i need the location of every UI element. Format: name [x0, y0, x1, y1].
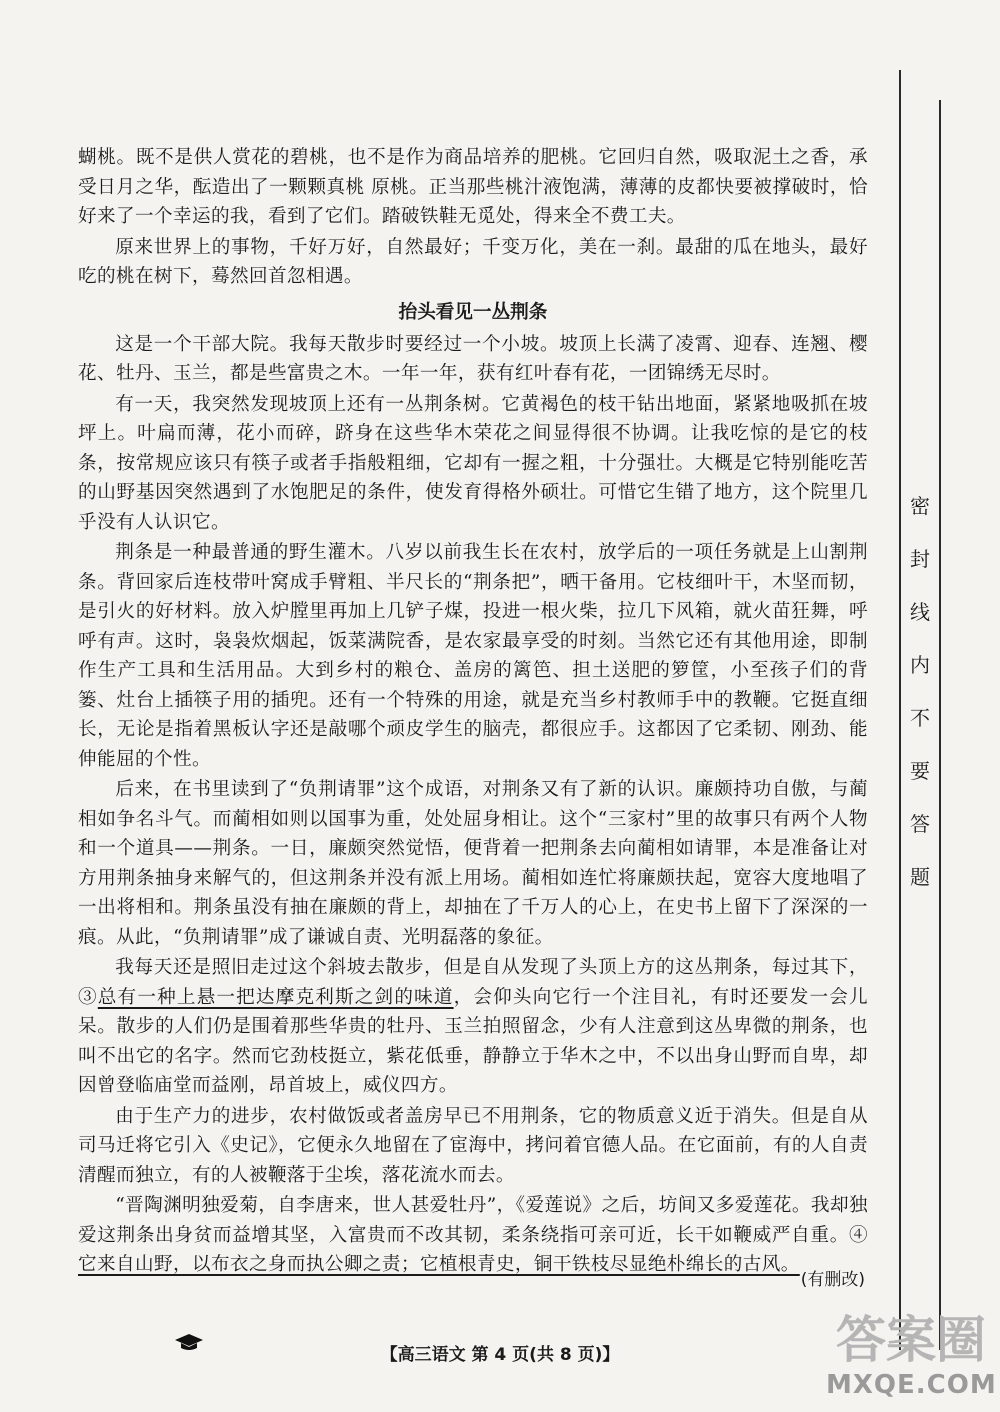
paragraph: 原来世界上的事物，千好万好，自然最好；千变万化，美在一刹。最甜的瓜在地头，最好吃的桃在树下，蓦然回首忽相遇。	[78, 236, 868, 287]
seal-char: 要	[910, 759, 930, 783]
paragraph: 蝴桃。既不是供人赏花的碧桃，也不是作为商品培养的肥桃。它回归自然，吸取泥土之香，承受日月之华，酝造出了一颗颗真桃 原桃。正当那些桃汁液饱满，薄薄的皮都快要被撑破时，恰好来了一个幸运的我，看到了它们。踏破铁鞋无觅处，得来全不费工夫。	[78, 147, 868, 227]
article-title: 抬头看见一丛荆条	[398, 301, 548, 323]
seal-char: 不	[910, 706, 930, 730]
margin-rule-outer	[939, 100, 941, 1350]
watermark-logo: 答案圈	[836, 1311, 986, 1369]
seal-char: 线	[910, 600, 930, 624]
paragraph: 这是一个干部大院。我每天散步时要经过一个小坡。坡顶上长满了凌霄、迎春、连翘、樱花、牡丹、玉兰，都是些富贵之木。一年一年，获有红叶春有花，一团锦绣无尽时。	[78, 333, 868, 384]
paragraph: 后来，在书里读到了“负荆请罪”这个成语，对荆条又有了新的认识。廉颇持功自傲，与蔺相如争名斗气。而蔺相如则以国事为重，处处屈身相让。这个“三家村”里的故事只有两个人物和一个道具——荆条。一日，廉颇突然觉悟，便背着一把荆条去向蔺相如请罪，本是准备让对方用荆条抽身来解气的，但这荆条并没有派上用场。蔺相如连忙将廉颇扶起，宽容大度地唱了一出将相和。荆条虽没有抽在廉颇的背上，却抽在了千万人的心上，在史书上留下了深深的一痕。从此，“负荆请罪”成了谦诚自责、光明磊落的象征。	[78, 779, 868, 948]
paragraph-text: ，会仰头向它行一个注目礼，有时还要发一会儿呆。散步的人们仍是围着那些华贵的牡丹、玉兰拍照留念，少有人注意到这丛卑微的荆条，也叫不出它的名字。然而它劲枝挺立，紫花低垂，静静立于华木之中，不以出身山野而自卑，却因曾登临庙堂而益刚，昂首坡上，威仪四方。	[78, 986, 868, 1096]
seal-char: 密	[910, 494, 930, 518]
underlined-sentence: 它来自山野，以布衣之身而执公卿之责；它植根青史，铜干铁枝尽显绝朴绵长的古风。	[78, 1254, 800, 1275]
paragraph-text: “晋陶渊明独爱菊，自李唐来，世人甚爱牡丹”，《爱莲说》之后，坊间又多爱莲花。我却独爱这荆条出身贫而益增其坚，入富贵而不改其韧，柔条绕指可亲可近，长干如鞭威严自重。	[78, 1195, 868, 1246]
watermark-url: MXQE.COM	[826, 1370, 997, 1400]
paragraph: 有一天，我突然发现坡顶上还有一丛荆条树。它黄褐色的枝干钻出地面，紧紧地吸抓在坡坪上。叶扁而薄，花小而碎，跻身在这些华木荣花之间显得很不协调。让我吃惊的是它的枝条，按常规应该只有筷子或者手指般粗细，它却有一握之粗，十分强壮。大概是它特别能吃苦的山野基因突然遇到了水饱肥足的条件，使发育得格外硕壮。可惜它生错了地方，这个院里几乎没有人认识它。	[78, 393, 868, 533]
paragraph: 荆条是一种最普通的野生灌木。八岁以前我生长在农村，放学后的一项任务就是上山割荆条。背回家后连枝带叶窝成手臂粗、半尺长的“荆条把”，晒干备用。它枝细叶干，木坚而韧，是引火的好材料。放入炉膛里再加上几铲子煤，投进一根火柴，拉几下风箱，就火苗狂舞，呼呼有声。这时，袅袅炊烟起，饭菜满院香，是农家最享受的时刻。当然它还有其他用途，即制作生产工具和生活用品。大到乡村的粮仓、盖房的篱笆、担土送肥的箩筐，小至孩子们的背篓、灶台上插筷子用的插兜。还有一个特殊的用途，就是充当乡村教师手中的教鞭。它挺直细长，无论是指着黑板认字还是敲哪个顽皮学生的脑壳，都很应手。这都因了它柔韧、刚劲、能伸能屈的个性。	[78, 542, 868, 770]
paragraph-text: 我每天还是照旧走过这个斜坡去散步，但是自从发现了头顶上方的这丛荆条，每过其下，	[115, 957, 868, 978]
question-marker: ③	[78, 986, 98, 1008]
revision-note: (有删改)	[800, 1270, 865, 1290]
paragraph	[78, 1191, 868, 1280]
article-body	[78, 143, 868, 1280]
paragraph	[78, 953, 868, 1101]
question-marker: ④	[849, 1224, 868, 1246]
page-footer: 【高三语文 第 4 页(共 8 页)】	[380, 1345, 620, 1365]
paragraph: 由于生产力的进步，农村做饭或者盖房早已不用荆条，它的物质意义近于消失。但是自从司马迁将它引入《史记》，它便永久地留在了宦海中，拷问着官德人品。在它面前，有的人自责清醒而独立，有的人被鞭落于尘埃，落花流水而去。	[78, 1105, 868, 1186]
seal-char: 封	[910, 547, 930, 571]
margin-rule-top	[899, 70, 901, 102]
margin-rule-inner	[899, 100, 901, 1350]
underlined-sentence: 总有一种上悬一把达摩克利斯之剑的味道	[97, 986, 454, 1008]
seal-char: 答	[910, 812, 930, 836]
seal-char: 题	[910, 865, 930, 889]
seal-line-notice	[905, 490, 935, 890]
seal-char: 内	[910, 653, 930, 677]
